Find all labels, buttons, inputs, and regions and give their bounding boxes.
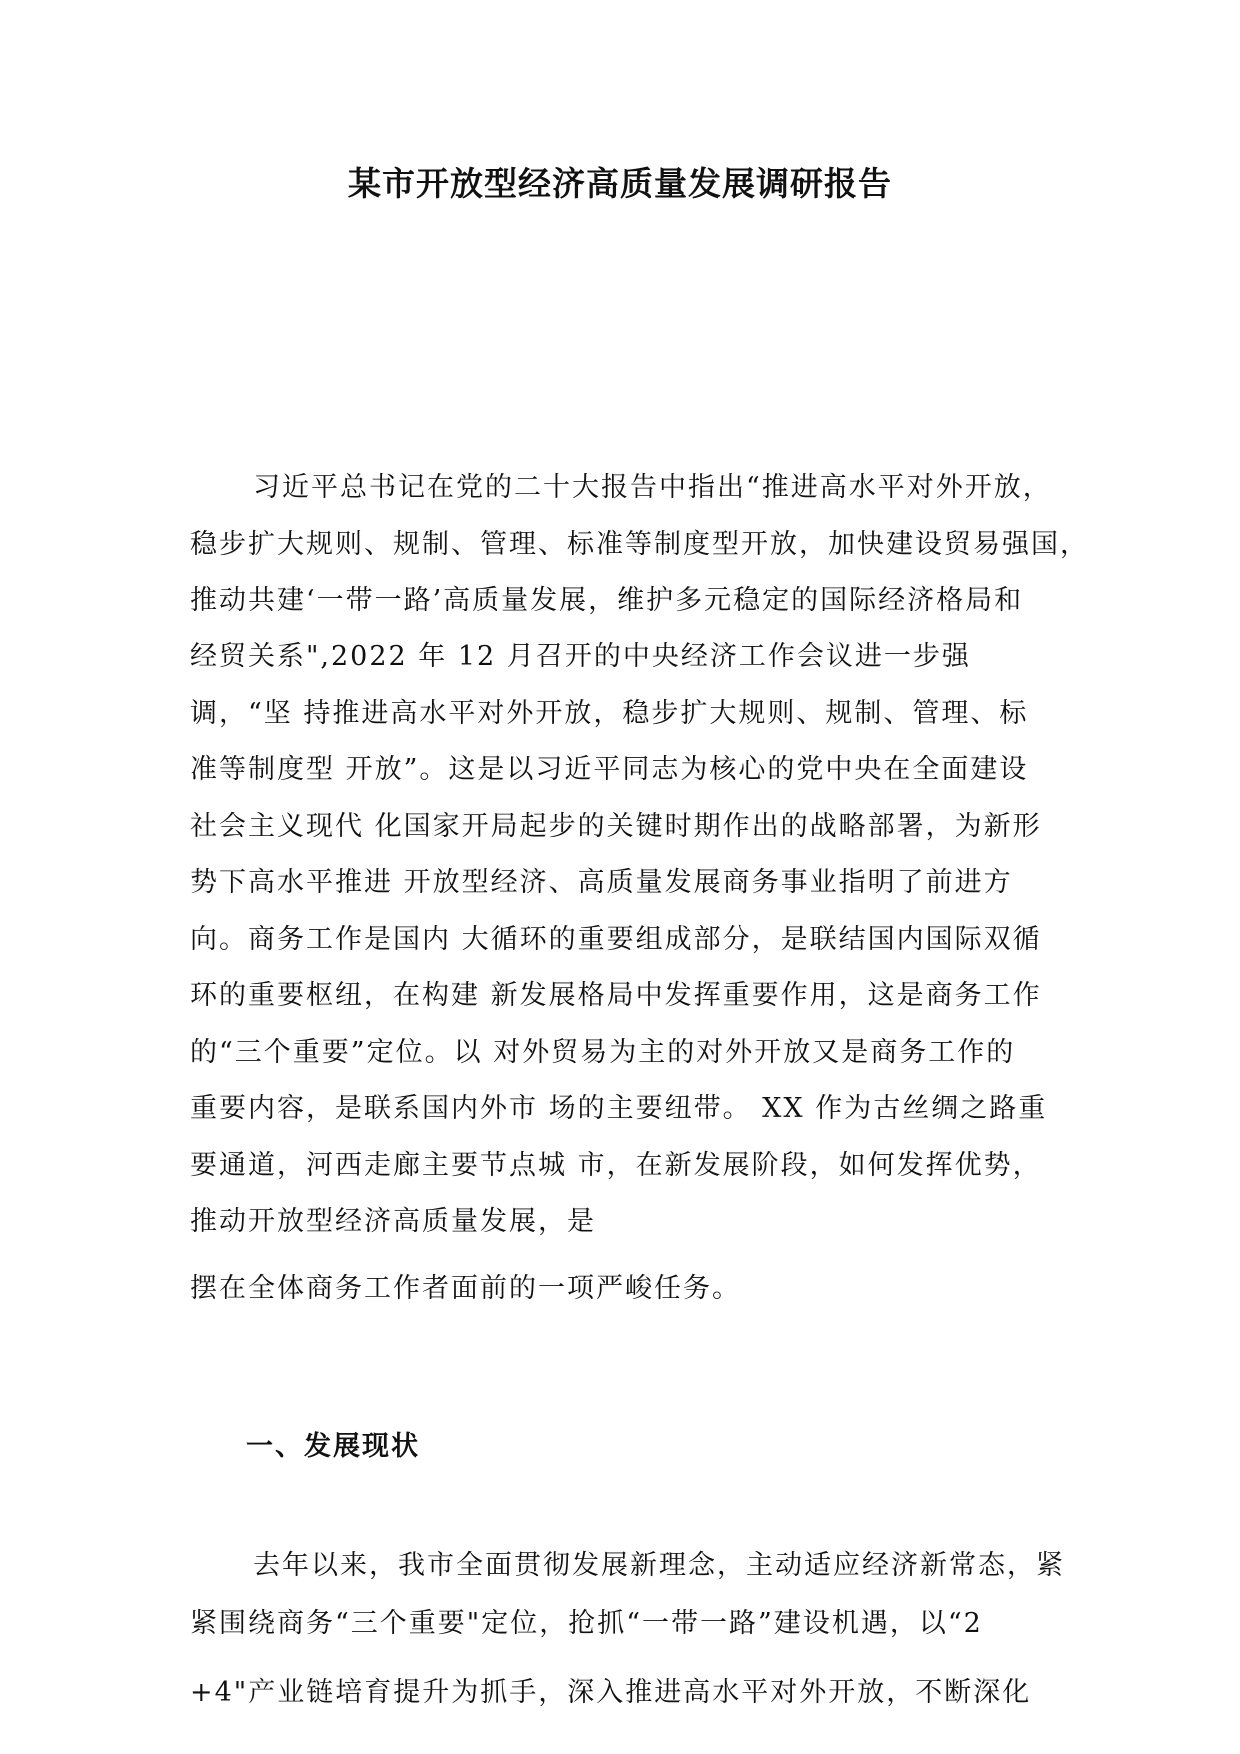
document-title: 某市开放型经济高质量发展调研报告: [348, 164, 892, 203]
paragraph-line: 推动开放型经济高质量发展，是: [190, 1206, 596, 1237]
paragraph-line: 经贸关系",2022 年 12 月召开的中央经济工作会议进一步强: [190, 641, 971, 672]
paragraph-line: 的“三个重要”定位。以 对外贸易为主的对外开放又是商务工作的: [190, 1037, 1016, 1068]
paragraph-line: 习近平总书记在党的二十大报告中指出“推进高水平对外开放，: [253, 472, 1052, 503]
section-heading: 一、发展现状: [246, 1431, 420, 1462]
paragraph-line: 要通道，河西走廊主要节点城 市，在新发展阶段，如何发挥优势，: [190, 1150, 1042, 1181]
paragraph-line: 准等制度型 开放”。这是以习近平同志为核心的党中央在全面建设: [190, 754, 1029, 785]
paragraph-line: 摆在全体商务工作者面前的一项严峻任务。: [190, 1273, 741, 1304]
paragraph-line: 紧围绕商务“三个重要"定位，抢抓“一带一路”建设机遇，以“2: [190, 1608, 983, 1639]
paragraph-line: 势下高水平推进 开放型经济、高质量发展商务事业指明了前进方: [190, 867, 1013, 898]
paragraph-line: 稳步扩大规则、规制、管理、标准等制度型开放，加快建设贸易强国，: [190, 529, 1089, 560]
paragraph-line: 调，“坚 持推进高水平对外开放，稳步扩大规则、规制、管理、标: [190, 698, 1029, 729]
paragraph-line: +4"产业链培育提升为抓手，深入推进高水平对外开放，不断深化: [190, 1677, 1032, 1708]
paragraph-line: 向。商务工作是国内 大循环的重要组成部分，是联结国内国际双循: [190, 924, 1042, 955]
paragraph-line: 社会主义现代 化国家开局起步的关键时期作出的战略部署，为新形: [190, 811, 1042, 842]
paragraph-line: 环的重要枢纽，在构建 新发展格局中发挥重要作用，这是商务工作: [190, 980, 1042, 1011]
paragraph-line: 重要内容，是联系国内外市 场的主要纽带。 XX 作为古丝绸之路重: [190, 1093, 1048, 1124]
paragraph-line: 去年以来，我市全面贯彻发展新理念，主动适应经济新常态，紧: [253, 1550, 1065, 1581]
paragraph-line: 推动共建‘一带一路’高质量发展，维护多元稳定的国际经济格局和: [190, 585, 1024, 616]
